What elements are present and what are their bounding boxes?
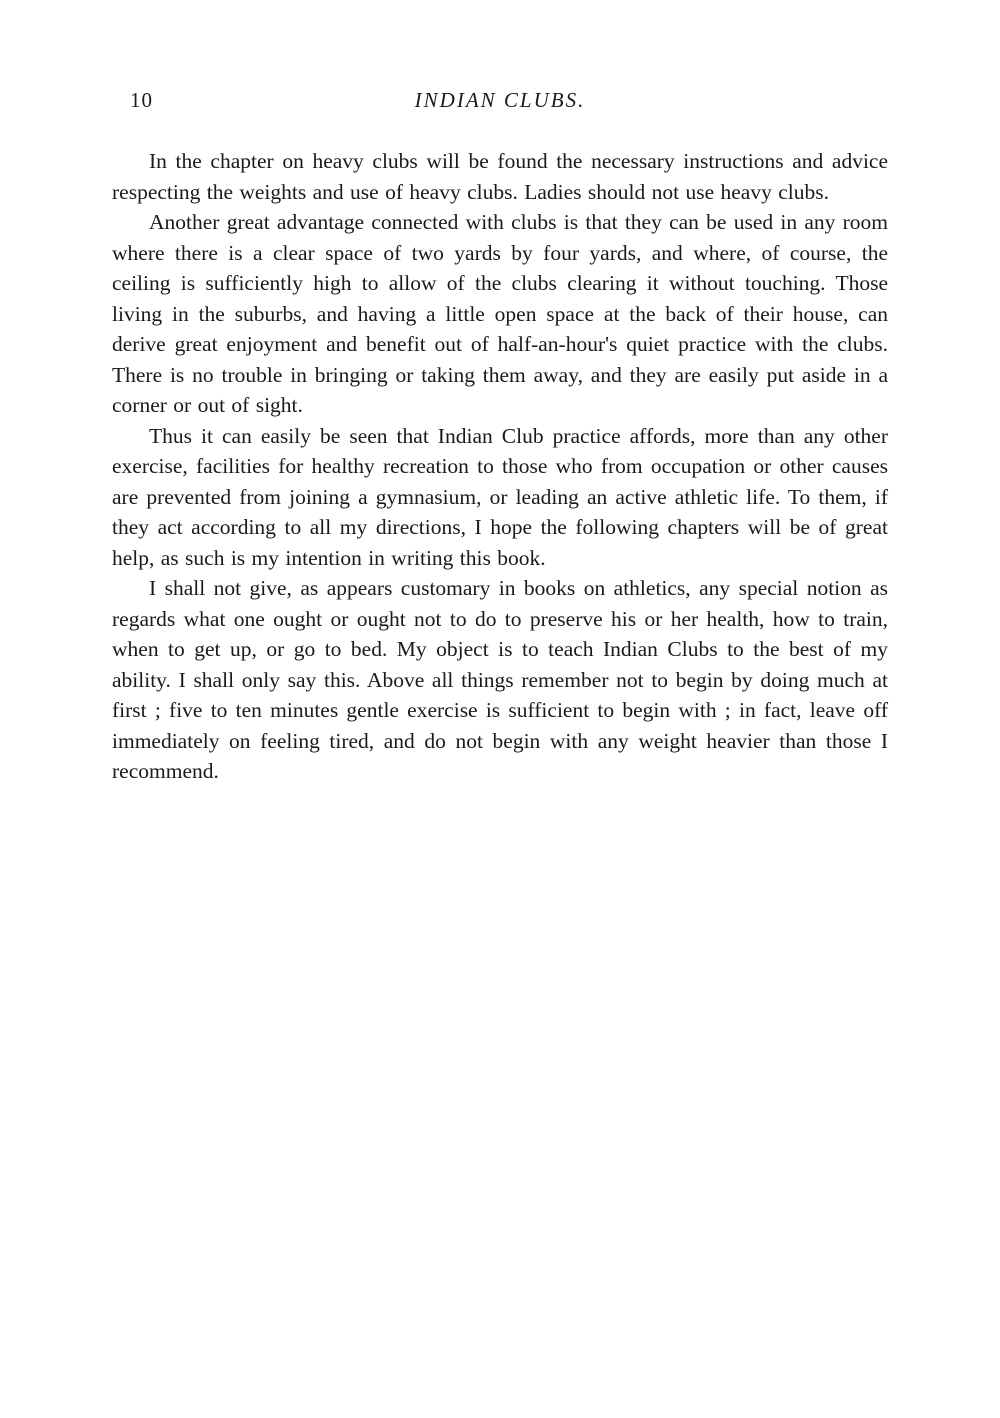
paragraph: In the chapter on heavy clubs will be found the necessary instructions and advice respecting the weights and use of heavy clubs. Ladies should not use heavy clubs.: [112, 149, 888, 204]
body-text: [112, 146, 888, 787]
running-title: INDIAN CLUBS.: [414, 88, 586, 112]
page-number: 10: [130, 88, 153, 112]
paragraph: Thus it can easily be seen that Indian Club practice affords, more than any other exercise, facilities for healthy recreation to those who from occupation or other causes are prevented from joining a gymnasium, or leading an active athletic life. To them, if they act according to all my directions, I hope the following chapters will be of great help, as such is my intention in writing this book.: [112, 423, 888, 570]
running-head: [112, 88, 888, 118]
book-page: [112, 88, 888, 787]
paragraph: Another great advantage connected with clubs is that they can be used in any room where there is a clear space of two yards by four yards, and where, of course, the ceiling is sufficiently high to allow of the clubs clearing it without touching. Those living in the suburbs, and having a little open space at the back of their house, can derive great enjoyment and benefit out of half-an-hour's quiet practice with the clubs. There is no trouble in bringing or taking them away, and they are easily put aside in a corner or out of sight.: [112, 210, 888, 417]
paragraph: I shall not give, as appears customary in books on athletics, any special notion as regards what one ought or ought not to do to preserve his or her health, how to train, when to get up, or go to bed. My object is to teach Indian Clubs to the best of my ability. I shall only say this. Above all things remember not to begin by doing much at first ; five to ten minutes gentle exercise is sufficient to begin with ; in fact, leave off immediately on feeling tired, and do not begin with any weight heavier than those I recommend.: [112, 576, 888, 783]
